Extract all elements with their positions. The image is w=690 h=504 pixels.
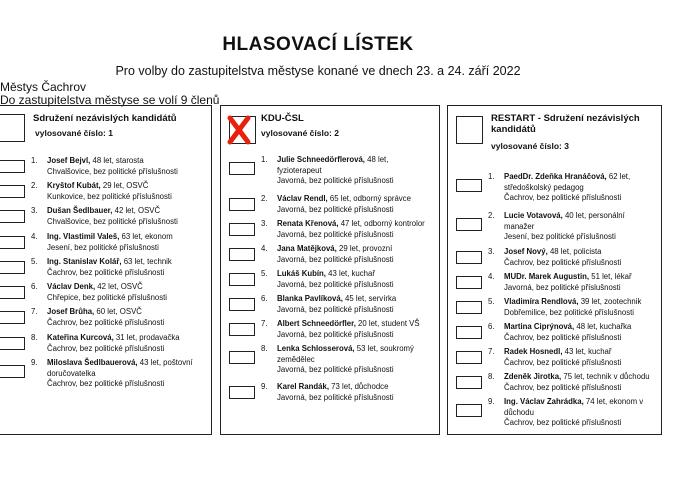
- candidate-age-occupation: 45 let, servírka: [342, 294, 397, 303]
- candidate-details: [504, 347, 621, 368]
- cross-mark-strokes: [230, 118, 248, 142]
- candidate-checkbox[interactable]: [229, 223, 255, 236]
- candidate-name: PaedDr. Zdeňka Hranáčová,: [504, 172, 607, 181]
- candidate-checkbox[interactable]: [456, 218, 482, 231]
- party-number-2: vylosované číslo: 2: [261, 128, 339, 138]
- candidate-age-occupation: 73 let, důchodce: [329, 382, 389, 391]
- candidate-checkbox[interactable]: [229, 323, 255, 336]
- candidate-info-line: Javorná, bez politické příslušnosti: [277, 304, 394, 314]
- candidate-name: Renata Křenová,: [277, 219, 339, 228]
- candidate-name: Lenka Schlosserová,: [277, 344, 355, 353]
- candidate-info-line: doručovatelka: [47, 368, 96, 378]
- candidate-details: [504, 322, 631, 343]
- candidate-name: Josef Bejvl,: [47, 156, 91, 165]
- candidate-number: 3.: [261, 219, 268, 228]
- candidate-info-line: manažer: [504, 221, 535, 231]
- candidate-info-line: Čachrov, bez politické příslušnosti: [504, 382, 622, 392]
- candidate-line: [277, 244, 394, 255]
- candidate-name: Julie Schneedörflerová,: [277, 155, 365, 164]
- candidate-checkbox[interactable]: [456, 404, 482, 417]
- seats-info: Do zastupitelstva městyse se volí 9 členů: [0, 93, 220, 107]
- candidate-number: 1.: [31, 156, 38, 165]
- party-name-3-line-1: RESTART - Sdružení nezávislých: [491, 113, 640, 124]
- candidate-info-line: fyzioterapeut: [277, 165, 322, 175]
- candidate-checkbox[interactable]: [456, 326, 482, 339]
- candidate-line: [504, 397, 643, 408]
- candidate-name: Karel Randák,: [277, 382, 330, 391]
- candidate-number: 8.: [488, 372, 495, 381]
- party-name-3-line-2: kandidátů: [491, 124, 536, 135]
- candidate-info-line: Čachrov, bez politické příslušnosti: [504, 357, 622, 367]
- candidate-number: 5.: [488, 297, 495, 306]
- candidate-age-occupation: 62 let,: [606, 172, 631, 181]
- candidate-number: 7.: [488, 347, 495, 356]
- candidate-details: [277, 244, 394, 265]
- candidate-checkbox[interactable]: [456, 376, 482, 389]
- candidate-info-line: Chřepice, bez politické příslušnosti: [47, 292, 168, 302]
- candidate-name: Radek Hosnedl,: [504, 347, 563, 356]
- candidate-number: 4.: [261, 244, 268, 253]
- candidate-details: [47, 282, 167, 303]
- candidate-number: 4.: [31, 232, 38, 241]
- candidate-info-line: Chvalšovice, bez politické příslušnosti: [47, 216, 178, 226]
- candidate-line: [504, 347, 621, 358]
- candidate-info-line: důchodu: [504, 407, 534, 417]
- candidate-details: [504, 297, 641, 318]
- candidate-line: [504, 211, 625, 222]
- candidate-info-line: Javorná, bez politické příslušnosti: [277, 229, 394, 239]
- candidate-line: [47, 156, 178, 167]
- candidate-checkbox[interactable]: [229, 351, 255, 364]
- candidate-details: [47, 358, 193, 390]
- candidate-info-line: Čachrov, bez politické příslušnosti: [504, 257, 622, 267]
- candidate-age-occupation: 48 let, policista: [547, 247, 602, 256]
- candidate-name: Ing. Vlastimil Valeš,: [47, 232, 120, 241]
- candidate-number: 6.: [261, 294, 268, 303]
- party-checkbox-1[interactable]: [0, 114, 25, 142]
- candidate-line: [277, 194, 411, 205]
- candidate-line: [277, 382, 394, 393]
- candidate-number: 9.: [261, 382, 268, 391]
- candidate-checkbox[interactable]: [456, 179, 482, 192]
- candidate-name: Josef Brůha,: [47, 307, 95, 316]
- candidate-info-line: Javorná, bez politické příslušnosti: [277, 392, 394, 402]
- candidate-checkbox[interactable]: [229, 273, 255, 286]
- candidate-checkbox[interactable]: [0, 286, 25, 299]
- candidate-name: Albert Schneedörfler,: [277, 319, 356, 328]
- candidate-number: 5.: [31, 257, 38, 266]
- candidate-info-line: Čachrov, bez politické příslušnosti: [504, 418, 622, 427]
- candidate-info-line: Chvalšovice, bez politické příslušnosti: [47, 166, 178, 176]
- candidate-age-occupation: 43 let, poštovní: [137, 358, 193, 367]
- candidate-line: [47, 282, 167, 293]
- election-subtitle: Pro volby do zastupitelstva městyse konané ve dnech 23. a 24. září 2022: [115, 64, 521, 78]
- candidate-name: Miloslava Šedlbauerová,: [47, 358, 138, 367]
- candidate-number: 7.: [31, 307, 38, 316]
- candidate-info-line: Kunkovice, bez politické příslušnosti: [47, 191, 172, 201]
- candidate-age-occupation: 75 let, technik v důchodu: [561, 372, 650, 381]
- candidate-info-line: Javorná, bez politické příslušnosti: [277, 254, 394, 264]
- candidate-age-occupation: 29 let, OSVČ: [100, 181, 149, 190]
- candidate-age-occupation: 74 let, ekonom v: [583, 397, 644, 406]
- candidate-age-occupation: 47 let, odborný kontrolor: [338, 219, 425, 228]
- candidate-name: Vladimíra Rendlová,: [504, 297, 579, 306]
- candidate-details: [47, 206, 178, 227]
- candidate-details: [277, 319, 420, 340]
- candidate-checkbox[interactable]: [0, 210, 25, 223]
- candidate-details: [47, 307, 164, 328]
- candidate-name: Dušan Šedlbauer,: [47, 206, 113, 215]
- candidate-age-occupation: 40 let, personální: [562, 211, 625, 220]
- candidate-number: 1.: [488, 172, 495, 181]
- candidate-line: [47, 333, 180, 344]
- candidate-checkbox[interactable]: [0, 261, 25, 274]
- candidate-name: Ing. Stanislav Kolář,: [47, 257, 122, 266]
- candidate-checkbox[interactable]: [456, 276, 482, 289]
- candidate-name: Lucie Votavová,: [504, 211, 563, 220]
- candidate-details: [504, 211, 625, 243]
- candidate-age-occupation: 63 let, technik: [121, 257, 172, 266]
- party-name-2: KDU-ČSL: [261, 113, 304, 124]
- candidate-number: 3.: [488, 247, 495, 256]
- candidate-checkbox[interactable]: [0, 160, 25, 173]
- candidate-checkbox[interactable]: [229, 298, 255, 311]
- candidate-name: Václav Denk,: [47, 282, 96, 291]
- candidate-age-occupation: 60 let, OSVČ: [94, 307, 142, 316]
- candidate-line: [277, 219, 425, 230]
- candidate-age-occupation: 43 let, kuchař: [562, 347, 612, 356]
- candidate-name: Blanka Pavlíková,: [277, 294, 343, 303]
- party-name-1: Sdružení nezávislých kandidátů: [33, 113, 177, 124]
- party-panel-1: [0, 105, 212, 435]
- candidate-age-occupation: 51 let, lékař: [589, 272, 632, 281]
- candidate-details: [504, 272, 632, 293]
- candidate-info-line: Javorná, bez politické příslušnosti: [504, 282, 621, 292]
- candidate-number: 4.: [488, 272, 495, 281]
- candidate-line: [504, 272, 632, 283]
- candidate-line: [47, 257, 172, 268]
- candidate-name: Martina Ciprýnová,: [504, 322, 575, 331]
- candidate-line: [504, 322, 631, 333]
- candidate-line: [47, 181, 172, 192]
- candidate-number: 3.: [31, 206, 38, 215]
- candidate-name: Josef Nový,: [504, 247, 548, 256]
- candidate-details: [504, 372, 650, 393]
- candidate-number: 9.: [488, 397, 495, 406]
- candidate-details: [277, 294, 396, 315]
- candidate-checkbox[interactable]: [0, 236, 25, 249]
- candidate-number: 9.: [31, 358, 38, 367]
- candidate-number: 1.: [261, 155, 268, 164]
- candidate-details: [277, 382, 394, 403]
- candidate-age-occupation: 43 let, kuchař: [325, 269, 375, 278]
- candidate-line: [277, 294, 396, 305]
- candidate-info-line: Javorná, bez politické příslušnosti: [277, 176, 394, 185]
- candidate-line: [47, 206, 178, 217]
- candidate-details: [504, 247, 621, 268]
- candidate-info-line: Jesení, bez politické příslušnosti: [504, 232, 616, 241]
- candidate-age-occupation: 53 let, soukromý: [354, 344, 414, 353]
- candidate-checkbox[interactable]: [229, 248, 255, 261]
- candidate-info-line: Javorná, bez politické příslušnosti: [277, 204, 394, 214]
- candidate-name: Zdeněk Jirotka,: [504, 372, 562, 381]
- candidate-checkbox[interactable]: [0, 337, 25, 350]
- candidate-age-occupation: 63 let, ekonom: [119, 232, 173, 241]
- candidate-info-line: Čachrov, bez politické příslušnosti: [47, 379, 165, 388]
- candidate-info-line: Čachrov, bez politické příslušnosti: [504, 193, 622, 202]
- candidate-number: 2.: [31, 181, 38, 190]
- candidate-line: [47, 232, 173, 243]
- candidate-number: 6.: [31, 282, 38, 291]
- candidate-details: [277, 219, 425, 240]
- candidate-number: 8.: [31, 333, 38, 342]
- cross-mark-icon: [226, 115, 252, 145]
- candidate-details: [277, 194, 411, 215]
- candidate-age-occupation: 42 let, OSVČ: [95, 282, 143, 291]
- candidate-name: MUDr. Marek Augustin,: [504, 272, 590, 281]
- candidate-checkbox[interactable]: [0, 185, 25, 198]
- candidate-checkbox[interactable]: [229, 386, 255, 399]
- candidate-age-occupation: 42 let, OSVČ: [112, 206, 161, 215]
- municipality-name: Městys Čachrov: [0, 80, 87, 94]
- candidate-line: [277, 269, 394, 280]
- candidate-info-line: Čachrov, bez politické příslušnosti: [47, 267, 165, 277]
- party-checkbox-3[interactable]: [456, 116, 483, 144]
- candidate-info-line: Čachrov, bez politické příslušnosti: [47, 343, 165, 353]
- candidate-age-occupation: 65 let, odborný správce: [327, 194, 411, 203]
- candidate-details: [47, 156, 178, 177]
- candidate-age-occupation: 48 let, kuchařka: [574, 322, 632, 331]
- candidate-name: Kryštof Kubát,: [47, 181, 101, 190]
- candidate-number: 6.: [488, 322, 495, 331]
- candidate-age-occupation: 31 let, prodavačka: [113, 333, 180, 342]
- party-number-1: vylosované číslo: 1: [35, 128, 113, 138]
- candidate-details: [47, 232, 173, 253]
- candidate-age-occupation: 20 let, student VŠ: [355, 319, 420, 328]
- candidate-number: 5.: [261, 269, 268, 278]
- candidate-line: [504, 172, 630, 183]
- party-panel-3: [447, 105, 662, 435]
- candidate-details: [504, 397, 643, 429]
- party-panel-2: [220, 105, 440, 435]
- candidate-checkbox[interactable]: [0, 311, 25, 324]
- candidate-checkbox[interactable]: [456, 301, 482, 314]
- candidate-details: [47, 257, 172, 278]
- candidate-info-line: Javorná, bez politické příslušnosti: [277, 329, 394, 339]
- candidate-details: [47, 181, 172, 202]
- candidate-details: [47, 333, 180, 354]
- candidate-info-line: Čachrov, bez politické příslušnosti: [47, 317, 165, 327]
- candidate-age-occupation: 39 let, zootechnik: [578, 297, 642, 306]
- candidate-number: 2.: [488, 211, 495, 220]
- candidate-line: [277, 319, 420, 330]
- candidate-info-line: Javorná, bez politické příslušnosti: [277, 365, 394, 374]
- candidate-info-line: středoškolský pedagog: [504, 182, 584, 192]
- candidate-line: [277, 344, 414, 355]
- candidate-line: [277, 155, 394, 166]
- candidate-name: Kateřina Kurcová,: [47, 333, 114, 342]
- candidate-line: [47, 307, 164, 318]
- candidate-checkbox[interactable]: [229, 198, 255, 211]
- candidate-info-line: Jesení, bez politické příslušnosti: [47, 242, 159, 252]
- candidate-details: [504, 172, 630, 204]
- candidate-age-occupation: 29 let, provozní: [336, 244, 393, 253]
- candidate-age-occupation: 48 let,: [364, 155, 389, 164]
- candidate-info-line: Čachrov, bez politické příslušnosti: [504, 332, 622, 342]
- candidate-info-line: Dobřemilice, bez politické příslušnosti: [504, 307, 635, 317]
- candidate-checkbox[interactable]: [229, 162, 255, 175]
- candidate-info-line: zemědělec: [277, 354, 315, 364]
- candidate-age-occupation: 48 let, starosta: [90, 156, 144, 165]
- candidate-checkbox[interactable]: [0, 365, 25, 378]
- candidate-name: Lukáš Kubín,: [277, 269, 326, 278]
- candidate-details: [277, 155, 394, 187]
- candidate-line: [504, 372, 650, 383]
- candidate-number: 7.: [261, 319, 268, 328]
- candidate-checkbox[interactable]: [456, 251, 482, 264]
- candidate-details: [277, 269, 394, 290]
- candidate-line: [504, 247, 621, 258]
- candidate-number: 8.: [261, 344, 268, 353]
- candidate-name: Jana Matějková,: [277, 244, 337, 253]
- candidate-checkbox[interactable]: [456, 351, 482, 364]
- candidate-line: [504, 297, 641, 308]
- candidate-number: 2.: [261, 194, 268, 203]
- candidate-info-line: Javorná, bez politické příslušnosti: [277, 279, 394, 289]
- party-number-3: vylosované číslo: 3: [491, 141, 569, 151]
- candidate-line: [47, 358, 193, 369]
- candidate-details: [277, 344, 414, 376]
- candidate-name: Ing. Václav Zahrádka,: [504, 397, 584, 406]
- ballot-title: HLASOVACÍ LÍSTEK: [222, 34, 414, 55]
- candidate-name: Václav Rendl,: [277, 194, 328, 203]
